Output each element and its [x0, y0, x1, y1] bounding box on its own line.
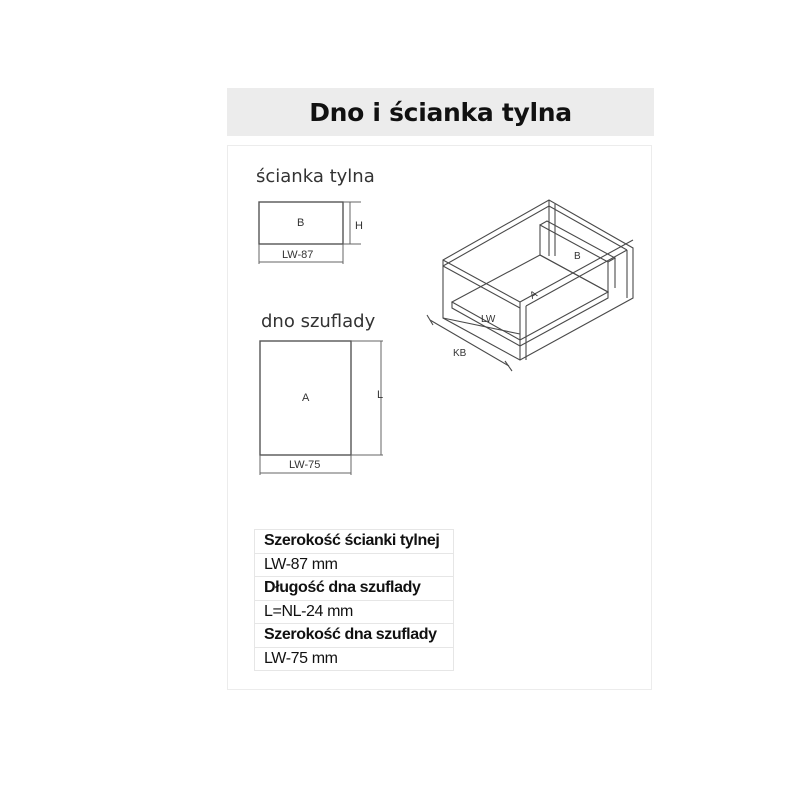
- drawer-bottom-thickness: [452, 292, 608, 346]
- page-title: Dno i ścianka tylna: [309, 97, 572, 127]
- back-wall-heading: ścianka tylna: [256, 166, 375, 187]
- table-row: [255, 553, 454, 577]
- spec-label: Długość dna szuflady: [255, 577, 454, 601]
- drawer-bottom-drawing: [260, 341, 383, 475]
- kb-tick-end: [505, 361, 512, 371]
- table-row: [255, 600, 454, 624]
- drawer-bottom-label-a: A: [302, 392, 310, 404]
- back-wall-label-h: H: [355, 220, 363, 232]
- spec-label: Szerokość dna szuflady: [255, 624, 454, 648]
- table-row: [255, 624, 454, 648]
- drawer-isometric-drawing: [427, 200, 633, 371]
- back-wall-label-b: B: [297, 217, 305, 229]
- right-top-edge: [520, 240, 633, 302]
- table-row: [255, 647, 454, 671]
- table-row: [255, 577, 454, 601]
- drawer-bottom-panel: [452, 255, 608, 340]
- spec-label: Szerokość ścianki tylnej: [255, 530, 454, 554]
- iso-label-b: B: [574, 251, 581, 262]
- spec-value: LW-75 mm: [255, 647, 454, 671]
- table-row: [255, 530, 454, 554]
- iso-label-kb: KB: [453, 348, 467, 359]
- front-top-edge: [443, 260, 520, 302]
- spec-value: LW-87 mm: [255, 553, 454, 577]
- drawer-bottom-heading: dno szuflady: [261, 311, 376, 332]
- back-wall-drawing: [259, 202, 363, 264]
- drawer-bottom-width-label: LW-75: [289, 459, 321, 471]
- back-wall-width-label: LW-87: [282, 249, 314, 261]
- iso-label-a: A: [528, 288, 540, 302]
- dimensions-table: [254, 529, 454, 671]
- iso-label-lw: LW: [481, 314, 496, 325]
- spec-value: L=NL-24 mm: [255, 600, 454, 624]
- kb-tick-start: [427, 315, 433, 325]
- drawer-bottom-label-l: L: [377, 389, 384, 401]
